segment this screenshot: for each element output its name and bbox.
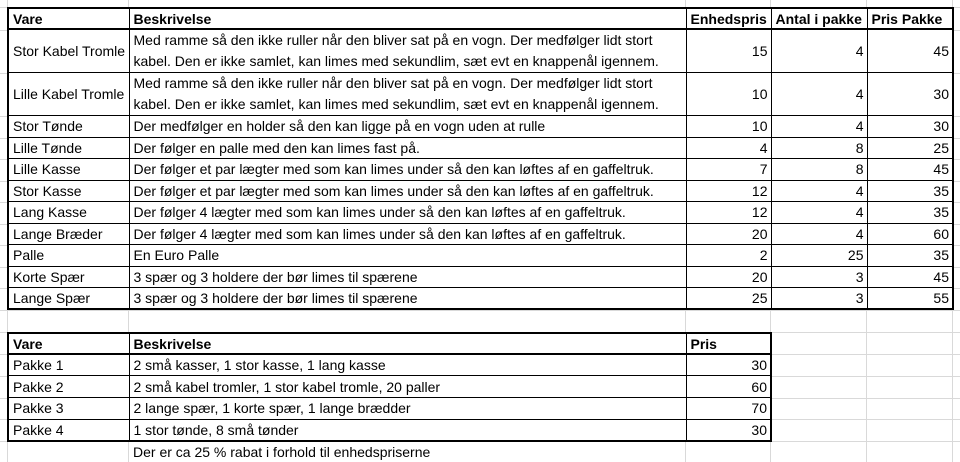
vare-cell[interactable]: Lille Kabel Tromle xyxy=(8,73,129,116)
beskrivelse-cell[interactable]: Der medfølger en holder så den kan ligge på en vogn uden at rulle xyxy=(129,116,686,138)
antal-cell[interactable]: 4 xyxy=(771,29,867,73)
vare-cell[interactable]: Korte Spær xyxy=(8,266,129,288)
vare-cell[interactable]: Stor Kabel Tromle xyxy=(8,29,129,73)
beskrivelse-cell[interactable]: Der følger 4 lægter med som kan limes under så den kan løftes af en gaffeltruk. xyxy=(129,202,686,224)
beskrivelse-cell[interactable]: En Euro Palle xyxy=(129,245,686,267)
products-header-row xyxy=(8,8,953,29)
grid-line-horizontal xyxy=(0,310,960,311)
antal-cell[interactable]: 8 xyxy=(771,137,867,159)
vare-cell[interactable]: Pakke 2 xyxy=(8,376,129,398)
enhedspris-cell[interactable]: 4 xyxy=(686,137,771,159)
header-antal-i-pakke[interactable]: Antal i pakke xyxy=(771,8,867,29)
pris-pakke-cell[interactable]: 60 xyxy=(867,223,953,245)
vare-cell[interactable]: Palle xyxy=(8,245,129,267)
pris-pakke-cell[interactable]: 55 xyxy=(867,288,953,310)
enhedspris-cell[interactable]: 7 xyxy=(686,159,771,181)
table-row xyxy=(8,137,953,159)
vare-cell[interactable]: Lange Spær xyxy=(8,288,129,310)
vare-cell[interactable]: Lang Kasse xyxy=(8,202,129,224)
pris-pakke-cell[interactable]: 25 xyxy=(867,137,953,159)
antal-cell[interactable]: 4 xyxy=(771,180,867,202)
enhedspris-cell[interactable]: 20 xyxy=(686,266,771,288)
table-row xyxy=(8,180,953,202)
enhedspris-cell[interactable]: 2 xyxy=(686,245,771,267)
enhedspris-cell[interactable]: 12 xyxy=(686,202,771,224)
header-pris[interactable]: Pris xyxy=(686,333,771,354)
pris-pakke-cell[interactable]: 35 xyxy=(867,202,953,224)
beskrivelse-cell[interactable]: 3 spær og 3 holdere der bør limes til spærene xyxy=(129,288,686,310)
enhedspris-cell[interactable]: 12 xyxy=(686,180,771,202)
pris-pakke-cell[interactable]: 35 xyxy=(867,245,953,267)
vare-cell[interactable]: Pakke 4 xyxy=(8,419,129,441)
table-row xyxy=(8,245,953,267)
pris-cell[interactable]: 60 xyxy=(686,376,771,398)
enhedspris-cell[interactable]: 20 xyxy=(686,223,771,245)
beskrivelse-cell[interactable]: Der følger 4 lægter med som kan limes under så den kan løftes af en gaffeltruk. xyxy=(129,223,686,245)
header-beskrivelse[interactable]: Beskrivelse xyxy=(129,333,686,354)
pris-cell[interactable]: 30 xyxy=(686,354,771,376)
vare-cell[interactable]: Pakke 1 xyxy=(8,354,129,376)
header-pris-pakke[interactable]: Pris Pakke xyxy=(867,8,953,29)
pris-pakke-cell[interactable]: 45 xyxy=(867,159,953,181)
table-row xyxy=(8,223,953,245)
antal-cell[interactable]: 3 xyxy=(771,288,867,310)
vare-cell[interactable]: Stor Tønde xyxy=(8,116,129,138)
table-row xyxy=(8,354,771,376)
pris-pakke-cell[interactable]: 45 xyxy=(867,266,953,288)
table-row xyxy=(8,266,953,288)
packages-header-row xyxy=(8,333,771,354)
header-enhedspris[interactable]: Enhedspris xyxy=(686,8,771,29)
vare-cell[interactable]: Lille Tønde xyxy=(8,137,129,159)
beskrivelse-cell[interactable]: Der følger en palle med den kan limes fast på. xyxy=(129,137,686,159)
discount-note[interactable]: Der er ca 25 % rabat i forhold til enhedspriserne xyxy=(133,444,431,460)
beskrivelse-cell[interactable]: 3 spær og 3 holdere der bør limes til spærene xyxy=(129,266,686,288)
beskrivelse-cell[interactable]: Der følger et par lægter med som kan limes under så den kan løftes af en gaffeltruk. xyxy=(129,159,686,181)
table-row xyxy=(8,288,953,310)
antal-cell[interactable]: 25 xyxy=(771,245,867,267)
header-beskrivelse[interactable]: Beskrivelse xyxy=(129,8,686,29)
beskrivelse-cell[interactable]: 2 små kabel tromler, 1 stor kabel tromle, 20 paller xyxy=(129,376,686,398)
antal-cell[interactable]: 4 xyxy=(771,73,867,116)
table-row xyxy=(8,419,771,441)
beskrivelse-cell[interactable]: Med ramme så den ikke ruller når den bliver sat på en vogn. Der medfølger lidt stort kabel. Den er ikke samlet, kan limes med sekundlim, sæt evt en knappenål igennem. xyxy=(129,73,686,116)
table-row xyxy=(8,29,953,73)
vare-cell[interactable]: Stor Kasse xyxy=(8,180,129,202)
enhedspris-cell[interactable]: 25 xyxy=(686,288,771,310)
antal-cell[interactable]: 4 xyxy=(771,223,867,245)
antal-cell[interactable]: 8 xyxy=(771,159,867,181)
antal-cell[interactable]: 4 xyxy=(771,202,867,224)
enhedspris-cell[interactable]: 10 xyxy=(686,73,771,116)
beskrivelse-cell[interactable]: 1 stor tønde, 8 små tønder xyxy=(129,419,686,441)
pris-cell[interactable]: 70 xyxy=(686,398,771,420)
packages-table xyxy=(7,332,772,442)
beskrivelse-cell[interactable]: Der følger et par lægter med som kan limes under så den kan løftes af en gaffeltruk. xyxy=(129,180,686,202)
table-row xyxy=(8,73,953,116)
table-row xyxy=(8,202,953,224)
vare-cell[interactable]: Pakke 3 xyxy=(8,398,129,420)
vare-cell[interactable]: Lille Kasse xyxy=(8,159,129,181)
table-row xyxy=(8,159,953,181)
pris-pakke-cell[interactable]: 30 xyxy=(867,73,953,116)
enhedspris-cell[interactable]: 10 xyxy=(686,116,771,138)
beskrivelse-cell[interactable]: 2 små kasser, 1 stor kasse, 1 lang kasse xyxy=(129,354,686,376)
table-row xyxy=(8,376,771,398)
enhedspris-cell[interactable]: 15 xyxy=(686,29,771,73)
pris-cell[interactable]: 30 xyxy=(686,419,771,441)
header-vare[interactable]: Vare xyxy=(8,8,129,29)
vare-cell[interactable]: Lange Bræder xyxy=(8,223,129,245)
pris-pakke-cell[interactable]: 45 xyxy=(867,29,953,73)
beskrivelse-cell[interactable]: Med ramme så den ikke ruller når den bliver sat på en vogn. Der medfølger lidt stort kabel. Den er ikke samlet, kan limes med sekundlim, sæt evt en knappenål igennem. xyxy=(129,29,686,73)
products-table xyxy=(7,7,954,310)
pris-pakke-cell[interactable]: 35 xyxy=(867,180,953,202)
pris-pakke-cell[interactable]: 30 xyxy=(867,116,953,138)
table-row xyxy=(8,116,953,138)
header-vare[interactable]: Vare xyxy=(8,333,129,354)
antal-cell[interactable]: 3 xyxy=(771,266,867,288)
beskrivelse-cell[interactable]: 2 lange spær, 1 korte spær, 1 lange brædder xyxy=(129,398,686,420)
table-row xyxy=(8,398,771,420)
antal-cell[interactable]: 4 xyxy=(771,116,867,138)
